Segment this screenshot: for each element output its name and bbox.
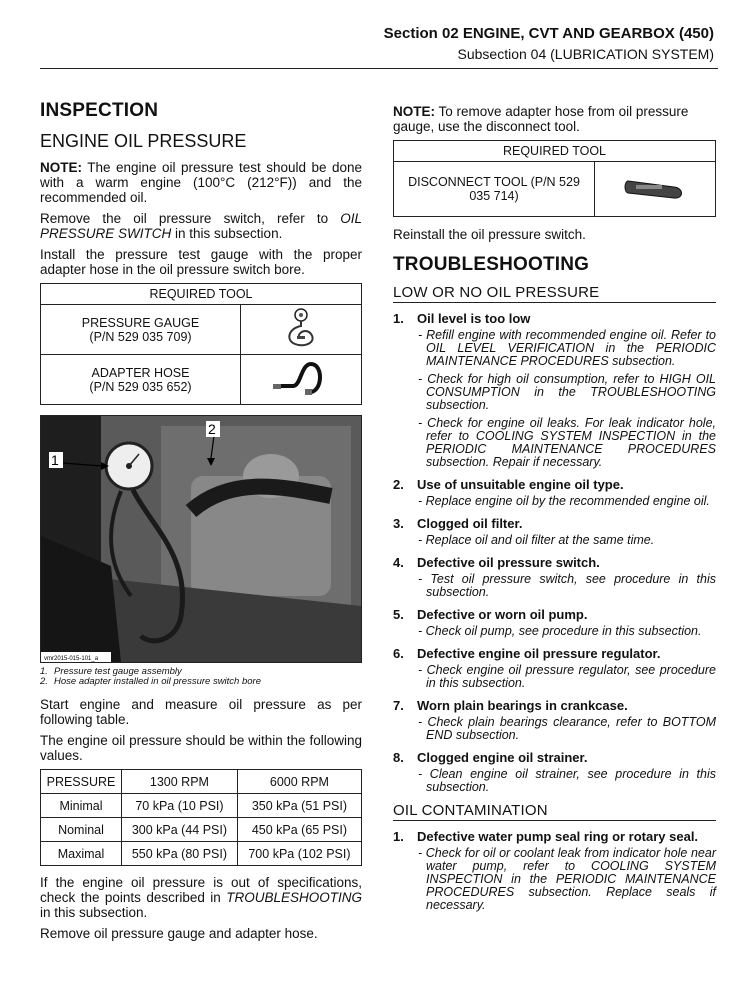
tool-pn: (P/N 529 035 709)	[89, 329, 192, 344]
oil-pressure-switch-ref: OIL PRESSURE SWITCH	[40, 211, 362, 241]
note-label: NOTE:	[393, 104, 435, 119]
table-cell: 300 kPa (44 PSI)	[122, 818, 238, 842]
adapter-hose-icon	[241, 355, 362, 405]
left-column	[40, 100, 362, 947]
item-num: 3.	[393, 516, 404, 531]
contamination-list	[393, 829, 716, 912]
item-action: - Check engine oil pressure regulator, see procedure in this subsection.	[418, 663, 716, 690]
troubleshooting-heading: TROUBLESHOOTING	[393, 254, 590, 275]
item-num: 8.	[393, 750, 404, 765]
tool-pn: (P/N 529 035 652)	[89, 379, 192, 394]
item-title: Worn plain bearings in crankcase.	[417, 698, 628, 713]
item-action: - Clean engine oil strainer, see procedure in this subsection.	[418, 767, 716, 794]
col-header: 1300 RPM	[122, 770, 238, 794]
list-item	[393, 607, 716, 638]
caption-text: Hose adapter installed in oil pressure switch bore	[54, 676, 261, 687]
item-action: - Replace engine oil by the recommended engine oil.	[418, 494, 710, 508]
callout-1: 1	[51, 452, 59, 468]
note-label: NOTE:	[40, 160, 82, 175]
start-engine-paragraph: Start engine and measure oil pressure as per following table.	[40, 697, 362, 727]
list-item	[393, 698, 716, 742]
disconnect-tool-table	[393, 140, 716, 217]
within-values-paragraph: The engine oil pressure should be within the following values.	[40, 733, 362, 763]
disconnect-tool-icon	[595, 162, 716, 217]
note-text: To remove adapter hose from oil pressure gauge, use the disconnect tool.	[393, 104, 689, 134]
table-cell: Minimal	[41, 794, 122, 818]
item-num: 6.	[393, 646, 404, 661]
oil-contamination-heading: OIL CONTAMINATION	[393, 802, 716, 821]
remove-switch-paragraph	[40, 211, 362, 241]
item-action: - Check plain bearings clearance, refer to BOTTOM END subsection.	[418, 715, 716, 742]
item-num: 2.	[393, 477, 404, 492]
item-title: Clogged engine oil strainer.	[417, 750, 588, 765]
remove-text-b: in this subsection.	[171, 226, 283, 241]
caption-num: 1.	[40, 666, 48, 677]
troubleshooting-list	[393, 311, 716, 794]
troubleshooting-ref: TROUBLESHOOTING	[226, 890, 362, 905]
callout-2: 2	[208, 421, 216, 437]
caption-num: 2.	[40, 676, 48, 687]
item-title: Defective water pump seal ring or rotary seal.	[417, 829, 699, 844]
tool-name: DISCONNECT TOOL (P/N 529 035 714)	[408, 175, 580, 203]
list-item	[393, 555, 716, 599]
required-tool-table	[40, 283, 362, 405]
item-action: - Refill engine with recommended engine oil. Refer to OIL LEVEL VERIFICATION in the PERIODIC MAINTENANCE PROCEDURES subsection.	[418, 328, 716, 368]
table-cell: Nominal	[41, 818, 122, 842]
item-title: Clogged oil filter.	[417, 516, 523, 531]
caption-item	[40, 677, 362, 687]
item-num: 1.	[393, 311, 404, 326]
table-row	[41, 818, 362, 842]
table-row	[41, 842, 362, 866]
engine-photo	[40, 415, 362, 663]
tool-name: ADAPTER HOSE	[91, 365, 190, 380]
item-num: 7.	[393, 698, 404, 713]
table-cell: 450 kPa (65 PSI)	[237, 818, 361, 842]
list-item	[393, 646, 716, 690]
item-title: Defective or worn oil pump.	[417, 607, 588, 622]
table-cell: Maximal	[41, 842, 122, 866]
table-header-row	[41, 770, 362, 794]
list-item	[393, 477, 716, 508]
item-title: Defective engine oil pressure regulator.	[417, 646, 661, 661]
table-row	[41, 794, 362, 818]
item-action: - Replace oil and oil filter at the same time.	[418, 533, 655, 547]
inspection-heading: INSPECTION	[40, 100, 159, 121]
tool-table-header: REQUIRED TOOL	[394, 141, 716, 162]
engine-oil-pressure-heading: ENGINE OIL PRESSURE	[40, 131, 247, 151]
oil-pressure-table	[40, 769, 362, 866]
caption-text: Pressure test gauge assembly	[54, 666, 182, 677]
col-header: PRESSURE	[41, 770, 122, 794]
item-title: Oil level is too low	[417, 311, 531, 326]
table-cell: 550 kPa (80 PSI)	[122, 842, 238, 866]
note-paragraph	[40, 160, 362, 205]
out-of-spec-paragraph	[40, 875, 362, 920]
item-title: Defective oil pressure switch.	[417, 555, 600, 570]
tool-cell	[394, 162, 595, 217]
right-column	[393, 104, 716, 920]
item-action: - Test oil pressure switch, see procedure in this subsection.	[418, 572, 716, 599]
photo-captions	[40, 667, 362, 687]
table-cell: 700 kPa (102 PSI)	[237, 842, 361, 866]
tool-name: PRESSURE GAUGE	[81, 315, 200, 330]
table-cell: 350 kPa (51 PSI)	[237, 794, 361, 818]
col-header: 6000 RPM	[237, 770, 361, 794]
note-text: The engine oil pressure test should be done with a warm engine (100°C (212°F)) and the recommended oil.	[40, 160, 362, 205]
reinstall-paragraph: Reinstall the oil pressure switch.	[393, 227, 586, 242]
section-title: Section 02 ENGINE, CVT AND GEARBOX (450)	[383, 25, 714, 42]
tool-cell	[41, 305, 241, 355]
subsection-title: Subsection 04 (LUBRICATION SYSTEM)	[457, 46, 714, 62]
item-action: - Check for engine oil leaks. For leak indicator hole, refer to COOLING SYSTEM INSPECTION in the PERIODIC MAINTENANCE PROCEDURES subsection. Repair if necessary.	[418, 416, 716, 469]
table-row	[41, 355, 362, 405]
item-num: 5.	[393, 607, 404, 622]
list-item	[393, 750, 716, 794]
tool-table-header: REQUIRED TOOL	[41, 284, 362, 305]
engine-photo-illustration	[41, 416, 362, 662]
item-action: - Check oil pump, see procedure in this subsection.	[418, 624, 702, 638]
item-action: - Check for oil or coolant leak from indicator hole near water pump, refer to COOLING SYSTEM INSPECTION in the PERIODIC MAINTENANCE PROCEDURES subsection. Replace seals if necessary.	[418, 846, 716, 912]
install-gauge-paragraph: Install the pressure test gauge with the proper adapter hose in the oil pressure switch bore.	[40, 247, 362, 277]
list-item	[393, 829, 716, 912]
list-item	[393, 311, 716, 469]
if-text-b: in this subsection.	[40, 905, 148, 920]
item-action: - Check for high oil consumption, refer to HIGH OIL CONSUMPTION in the TROUBLESHOOTING subsection.	[418, 372, 716, 412]
table-row	[41, 305, 362, 355]
remove-text-a: Remove the oil pressure switch, refer to	[40, 211, 341, 226]
tool-cell	[41, 355, 241, 405]
item-num: 4.	[393, 555, 404, 570]
if-text-a: If the engine oil pressure is out of specifications, check the points described in	[40, 875, 362, 905]
pressure-gauge-icon	[241, 305, 362, 355]
list-item	[393, 516, 716, 547]
table-cell: 70 kPa (10 PSI)	[122, 794, 238, 818]
low-oil-pressure-heading: LOW OR NO OIL PRESSURE	[393, 284, 716, 303]
table-row	[394, 162, 716, 217]
photo-code: vmr2015-015-101_a	[44, 656, 99, 662]
remove-gauge-paragraph: Remove oil pressure gauge and adapter hose.	[40, 926, 318, 941]
item-num: 1.	[393, 829, 404, 844]
page-header	[40, 10, 718, 69]
item-title: Use of unsuitable engine oil type.	[417, 477, 624, 492]
disconnect-note	[393, 104, 716, 134]
